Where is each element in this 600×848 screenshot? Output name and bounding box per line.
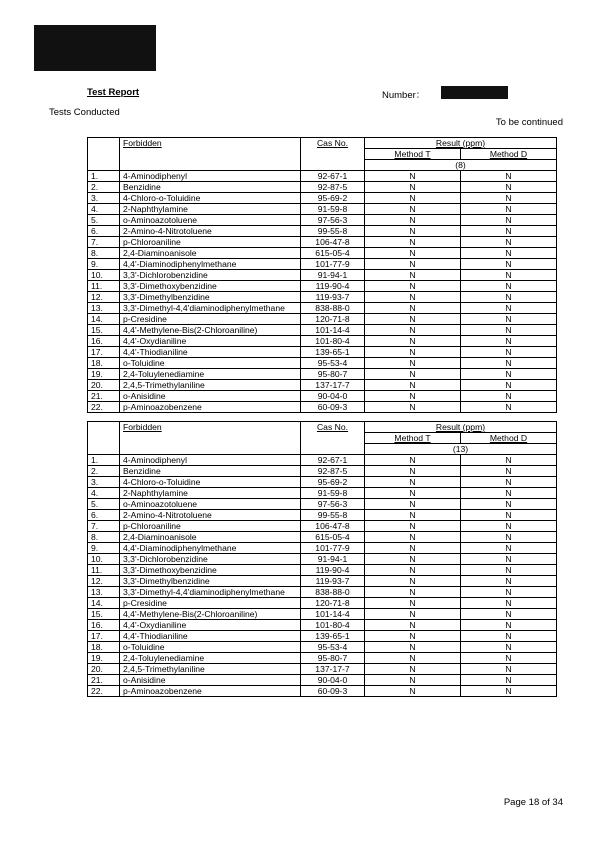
row-number: 16. (88, 620, 120, 631)
method-t-result: N (365, 609, 461, 620)
cas-number: 60-09-3 (301, 402, 365, 413)
col-cas-header: Cas No. (301, 138, 365, 171)
row-number: 6. (88, 510, 120, 521)
cas-number: 99-55-8 (301, 226, 365, 237)
row-number: 3. (88, 193, 120, 204)
row-number: 10. (88, 554, 120, 565)
row-number: 1. (88, 455, 120, 466)
method-d-result: N (461, 642, 557, 653)
table-row (88, 686, 557, 697)
method-t-result: N (365, 369, 461, 380)
substance-name: 2-Amino-4-Nitrotoluene (120, 510, 301, 521)
table-row (88, 675, 557, 686)
method-d-result: N (461, 664, 557, 675)
row-number: 11. (88, 281, 120, 292)
cas-number: 91-59-8 (301, 488, 365, 499)
method-d-result: N (461, 653, 557, 664)
substance-name: 4-Chloro-o-Toluidine (120, 477, 301, 488)
method-d-result: N (461, 554, 557, 565)
substance-name: 2,4-Toluylenediamine (120, 653, 301, 664)
report-number-redacted (441, 86, 508, 99)
method-t-result: N (365, 193, 461, 204)
table-row (88, 358, 557, 369)
method-d-result: N (461, 510, 557, 521)
cas-number: 92-87-5 (301, 182, 365, 193)
method-t-result: N (365, 532, 461, 543)
cas-number: 838-88-0 (301, 303, 365, 314)
row-number: 8. (88, 248, 120, 259)
cas-number: 119-90-4 (301, 281, 365, 292)
method-t-result: N (365, 182, 461, 193)
method-d-result: N (461, 248, 557, 259)
method-d-result: N (461, 521, 557, 532)
method-t-result: N (365, 675, 461, 686)
substance-name: p-Chloroaniline (120, 237, 301, 248)
method-t-result: N (365, 171, 461, 182)
row-number: 4. (88, 488, 120, 499)
tests-conducted-heading: Tests Conducted (49, 107, 120, 118)
cas-number: 101-80-4 (301, 620, 365, 631)
substance-name: 2,4,5-Trimethylaniline (120, 380, 301, 391)
cas-number: 139-65-1 (301, 347, 365, 358)
row-number: 12. (88, 292, 120, 303)
table-row (88, 631, 557, 642)
method-d-result: N (461, 281, 557, 292)
cas-number: 95-69-2 (301, 193, 365, 204)
method-d-result: N (461, 237, 557, 248)
cas-number: 95-53-4 (301, 358, 365, 369)
row-number: 2. (88, 182, 120, 193)
results-table-sample-8 (87, 137, 557, 413)
row-number: 15. (88, 325, 120, 336)
table-row (88, 477, 557, 488)
method-t-result: N (365, 554, 461, 565)
table-row (88, 620, 557, 631)
method-t-result: N (365, 488, 461, 499)
substance-name: 2-Amino-4-Nitrotoluene (120, 226, 301, 237)
cas-number: 91-94-1 (301, 554, 365, 565)
table-row (88, 587, 557, 598)
cas-number: 99-55-8 (301, 510, 365, 521)
method-t-result: N (365, 499, 461, 510)
table-row (88, 303, 557, 314)
method-d-result: N (461, 347, 557, 358)
row-number: 20. (88, 664, 120, 675)
table-row (88, 642, 557, 653)
substance-name: 2,4-Diaminoanisole (120, 532, 301, 543)
substance-name: 4,4'-Thiodianiline (120, 631, 301, 642)
row-number: 21. (88, 675, 120, 686)
row-number: 2. (88, 466, 120, 477)
method-t-result: N (365, 466, 461, 477)
method-t-result: N (365, 565, 461, 576)
substance-name: 3,3'-Dimethylbenzidine (120, 576, 301, 587)
row-number: 15. (88, 609, 120, 620)
cas-number: 119-93-7 (301, 576, 365, 587)
method-t-result: N (365, 347, 461, 358)
cas-number: 120-71-8 (301, 598, 365, 609)
cas-number: 101-77-9 (301, 543, 365, 554)
cas-number: 119-93-7 (301, 292, 365, 303)
substance-name: 4-Aminodiphenyl (120, 171, 301, 182)
cas-number: 137-17-7 (301, 380, 365, 391)
row-number: 4. (88, 204, 120, 215)
table-row (88, 237, 557, 248)
method-d-result: N (461, 402, 557, 413)
method-t-result: N (365, 248, 461, 259)
table-row (88, 576, 557, 587)
substance-name: 3,3'-Dimethyl-4,4'diaminodiphenylmethane (120, 303, 301, 314)
table-row (88, 171, 557, 182)
cas-number: 90-04-0 (301, 675, 365, 686)
method-t-result: N (365, 215, 461, 226)
method-d-header: Method D (461, 149, 557, 160)
cas-number: 106-47-8 (301, 521, 365, 532)
cas-number: 615-05-4 (301, 532, 365, 543)
method-t-result: N (365, 477, 461, 488)
sample-id: (13) (365, 444, 557, 455)
table-row (88, 226, 557, 237)
row-number: 13. (88, 303, 120, 314)
table-row (88, 259, 557, 270)
table-row (88, 543, 557, 554)
row-number: 14. (88, 314, 120, 325)
company-logo-redacted (34, 25, 156, 71)
method-t-result: N (365, 664, 461, 675)
row-number: 5. (88, 499, 120, 510)
cas-number: 92-67-1 (301, 171, 365, 182)
substance-name: 3,3'-Dichlorobenzidine (120, 270, 301, 281)
row-number: 7. (88, 237, 120, 248)
method-d-result: N (461, 477, 557, 488)
report-title: Test Report (87, 87, 140, 98)
table-row (88, 466, 557, 477)
method-d-header: Method D (461, 433, 557, 444)
table-row (88, 554, 557, 565)
method-d-result: N (461, 336, 557, 347)
method-d-result: N (461, 380, 557, 391)
table-row (88, 609, 557, 620)
substance-name: 2-Naphthylamine (120, 488, 301, 499)
method-t-header: Method T (365, 433, 461, 444)
substance-name: 3,3'-Dichlorobenzidine (120, 554, 301, 565)
row-number: 1. (88, 171, 120, 182)
method-t-result: N (365, 455, 461, 466)
method-d-result: N (461, 631, 557, 642)
report-number-label: Number： (382, 90, 426, 101)
method-d-result: N (461, 576, 557, 587)
substance-name: 3,3'-Dimethyl-4,4'diaminodiphenylmethane (120, 587, 301, 598)
method-t-result: N (365, 631, 461, 642)
row-number: 17. (88, 347, 120, 358)
method-t-result: N (365, 336, 461, 347)
substance-name: o-Aminoazotoluene (120, 215, 301, 226)
substance-name: 3,3'-Dimethoxybenzidine (120, 281, 301, 292)
row-number: 9. (88, 259, 120, 270)
substance-name: o-Anisidine (120, 675, 301, 686)
method-d-result: N (461, 292, 557, 303)
substance-name: o-Toluidine (120, 642, 301, 653)
row-number: 22. (88, 686, 120, 697)
cas-number: 95-80-7 (301, 653, 365, 664)
cas-number: 101-80-4 (301, 336, 365, 347)
table-row (88, 391, 557, 402)
method-t-result: N (365, 259, 461, 270)
substance-name: 4,4'-Thiodianiline (120, 347, 301, 358)
substance-name: 4-Chloro-o-Toluidine (120, 193, 301, 204)
substance-name: 2,4-Toluylenediamine (120, 369, 301, 380)
substance-name: 2-Naphthylamine (120, 204, 301, 215)
method-t-result: N (365, 510, 461, 521)
cas-number: 91-59-8 (301, 204, 365, 215)
method-t-result: N (365, 281, 461, 292)
method-d-result: N (461, 325, 557, 336)
cas-number: 101-77-9 (301, 259, 365, 270)
table-row (88, 653, 557, 664)
to-be-continued-note: To be continued (495, 117, 563, 128)
method-t-result: N (365, 576, 461, 587)
page-number: Page 18 of 34 (503, 797, 563, 808)
method-d-result: N (461, 204, 557, 215)
table-row (88, 182, 557, 193)
substance-name: 2,4-Diaminoanisole (120, 248, 301, 259)
table-row (88, 521, 557, 532)
method-t-result: N (365, 521, 461, 532)
method-t-result: N (365, 598, 461, 609)
substance-name: o-Aminoazotoluene (120, 499, 301, 510)
row-number: 6. (88, 226, 120, 237)
cas-number: 97-56-3 (301, 499, 365, 510)
method-t-result: N (365, 587, 461, 598)
method-t-result: N (365, 391, 461, 402)
substance-name: o-Anisidine (120, 391, 301, 402)
table-row (88, 455, 557, 466)
header-row (88, 422, 557, 433)
cas-number: 90-04-0 (301, 391, 365, 402)
substance-name: 4,4'-Oxydianiline (120, 336, 301, 347)
method-d-result: N (461, 455, 557, 466)
table-row (88, 488, 557, 499)
col-result-header: Result (ppm) (365, 422, 557, 433)
table-row (88, 510, 557, 521)
row-number: 14. (88, 598, 120, 609)
method-t-result: N (365, 620, 461, 631)
cas-number: 106-47-8 (301, 237, 365, 248)
method-t-result: N (365, 642, 461, 653)
col-forbidden-header: Forbidden (120, 422, 301, 455)
header-blank (88, 422, 120, 455)
method-d-result: N (461, 598, 557, 609)
method-d-result: N (461, 587, 557, 598)
cas-number: 95-80-7 (301, 369, 365, 380)
cas-number: 97-56-3 (301, 215, 365, 226)
method-d-result: N (461, 675, 557, 686)
method-t-result: N (365, 380, 461, 391)
method-d-result: N (461, 303, 557, 314)
cas-number: 92-67-1 (301, 455, 365, 466)
method-t-result: N (365, 402, 461, 413)
cas-number: 119-90-4 (301, 565, 365, 576)
row-number: 10. (88, 270, 120, 281)
substance-name: 2,4,5-Trimethylaniline (120, 664, 301, 675)
table-row (88, 314, 557, 325)
cas-number: 60-09-3 (301, 686, 365, 697)
row-number: 5. (88, 215, 120, 226)
cas-number: 91-94-1 (301, 270, 365, 281)
table-row (88, 369, 557, 380)
row-number: 22. (88, 402, 120, 413)
row-number: 20. (88, 380, 120, 391)
method-t-header: Method T (365, 149, 461, 160)
cas-number: 101-14-4 (301, 325, 365, 336)
method-d-result: N (461, 532, 557, 543)
table-row (88, 532, 557, 543)
row-number: 13. (88, 587, 120, 598)
row-number: 12. (88, 576, 120, 587)
header-blank (88, 138, 120, 171)
row-number: 18. (88, 358, 120, 369)
method-d-result: N (461, 358, 557, 369)
substance-name: 4,4'-Diaminodiphenylmethane (120, 259, 301, 270)
table-row (88, 292, 557, 303)
substance-name: p-Aminoazobenzene (120, 686, 301, 697)
substance-name: Benzidine (120, 466, 301, 477)
method-t-result: N (365, 686, 461, 697)
table-row (88, 336, 557, 347)
table-row (88, 598, 557, 609)
cas-number: 95-69-2 (301, 477, 365, 488)
method-d-result: N (461, 369, 557, 380)
method-d-result: N (461, 620, 557, 631)
row-number: 11. (88, 565, 120, 576)
cas-number: 95-53-4 (301, 642, 365, 653)
col-result-header: Result (ppm) (365, 138, 557, 149)
table-row (88, 325, 557, 336)
results-table-sample-13 (87, 421, 557, 697)
table-row (88, 204, 557, 215)
cas-number: 615-05-4 (301, 248, 365, 259)
method-d-result: N (461, 259, 557, 270)
table-row (88, 380, 557, 391)
substance-name: 4,4'-Diaminodiphenylmethane (120, 543, 301, 554)
row-number: 3. (88, 477, 120, 488)
substance-name: p-Cresidine (120, 598, 301, 609)
table-row (88, 215, 557, 226)
method-d-result: N (461, 314, 557, 325)
method-t-result: N (365, 303, 461, 314)
method-t-result: N (365, 653, 461, 664)
method-d-result: N (461, 466, 557, 477)
substance-name: p-Cresidine (120, 314, 301, 325)
row-number: 7. (88, 521, 120, 532)
method-d-result: N (461, 499, 557, 510)
method-d-result: N (461, 609, 557, 620)
substance-name: 3,3'-Dimethoxybenzidine (120, 565, 301, 576)
method-t-result: N (365, 237, 461, 248)
substance-name: 4,4'-Methylene-Bis(2-Chloroaniline) (120, 609, 301, 620)
method-d-result: N (461, 686, 557, 697)
cas-number: 838-88-0 (301, 587, 365, 598)
col-cas-header: Cas No. (301, 422, 365, 455)
method-t-result: N (365, 204, 461, 215)
col-forbidden-header: Forbidden (120, 138, 301, 171)
table-row (88, 499, 557, 510)
table-row (88, 565, 557, 576)
row-number: 19. (88, 653, 120, 664)
row-number: 19. (88, 369, 120, 380)
substance-name: 4,4'-Methylene-Bis(2-Chloroaniline) (120, 325, 301, 336)
row-number: 17. (88, 631, 120, 642)
table-row (88, 248, 557, 259)
method-d-result: N (461, 182, 557, 193)
table-row (88, 664, 557, 675)
sample-id: (8) (365, 160, 557, 171)
method-d-result: N (461, 565, 557, 576)
cas-number: 92-87-5 (301, 466, 365, 477)
substance-name: 4,4'-Oxydianiline (120, 620, 301, 631)
cas-number: 139-65-1 (301, 631, 365, 642)
cas-number: 120-71-8 (301, 314, 365, 325)
method-t-result: N (365, 358, 461, 369)
table-row (88, 270, 557, 281)
method-t-result: N (365, 270, 461, 281)
method-t-result: N (365, 325, 461, 336)
row-number: 21. (88, 391, 120, 402)
row-number: 18. (88, 642, 120, 653)
method-t-result: N (365, 292, 461, 303)
substance-name: 3,3'-Dimethylbenzidine (120, 292, 301, 303)
substance-name: o-Toluidine (120, 358, 301, 369)
substance-name: p-Aminoazobenzene (120, 402, 301, 413)
method-t-result: N (365, 543, 461, 554)
header-row (88, 138, 557, 149)
method-d-result: N (461, 391, 557, 402)
method-d-result: N (461, 543, 557, 554)
table-row (88, 281, 557, 292)
method-t-result: N (365, 226, 461, 237)
method-d-result: N (461, 171, 557, 182)
table-row (88, 193, 557, 204)
substance-name: Benzidine (120, 182, 301, 193)
method-d-result: N (461, 270, 557, 281)
substance-name: 4-Aminodiphenyl (120, 455, 301, 466)
table-row (88, 347, 557, 358)
cas-number: 137-17-7 (301, 664, 365, 675)
method-d-result: N (461, 193, 557, 204)
substance-name: p-Chloroaniline (120, 521, 301, 532)
method-t-result: N (365, 314, 461, 325)
cas-number: 101-14-4 (301, 609, 365, 620)
method-d-result: N (461, 215, 557, 226)
method-d-result: N (461, 226, 557, 237)
row-number: 9. (88, 543, 120, 554)
method-d-result: N (461, 488, 557, 499)
row-number: 8. (88, 532, 120, 543)
row-number: 16. (88, 336, 120, 347)
table-row (88, 402, 557, 413)
